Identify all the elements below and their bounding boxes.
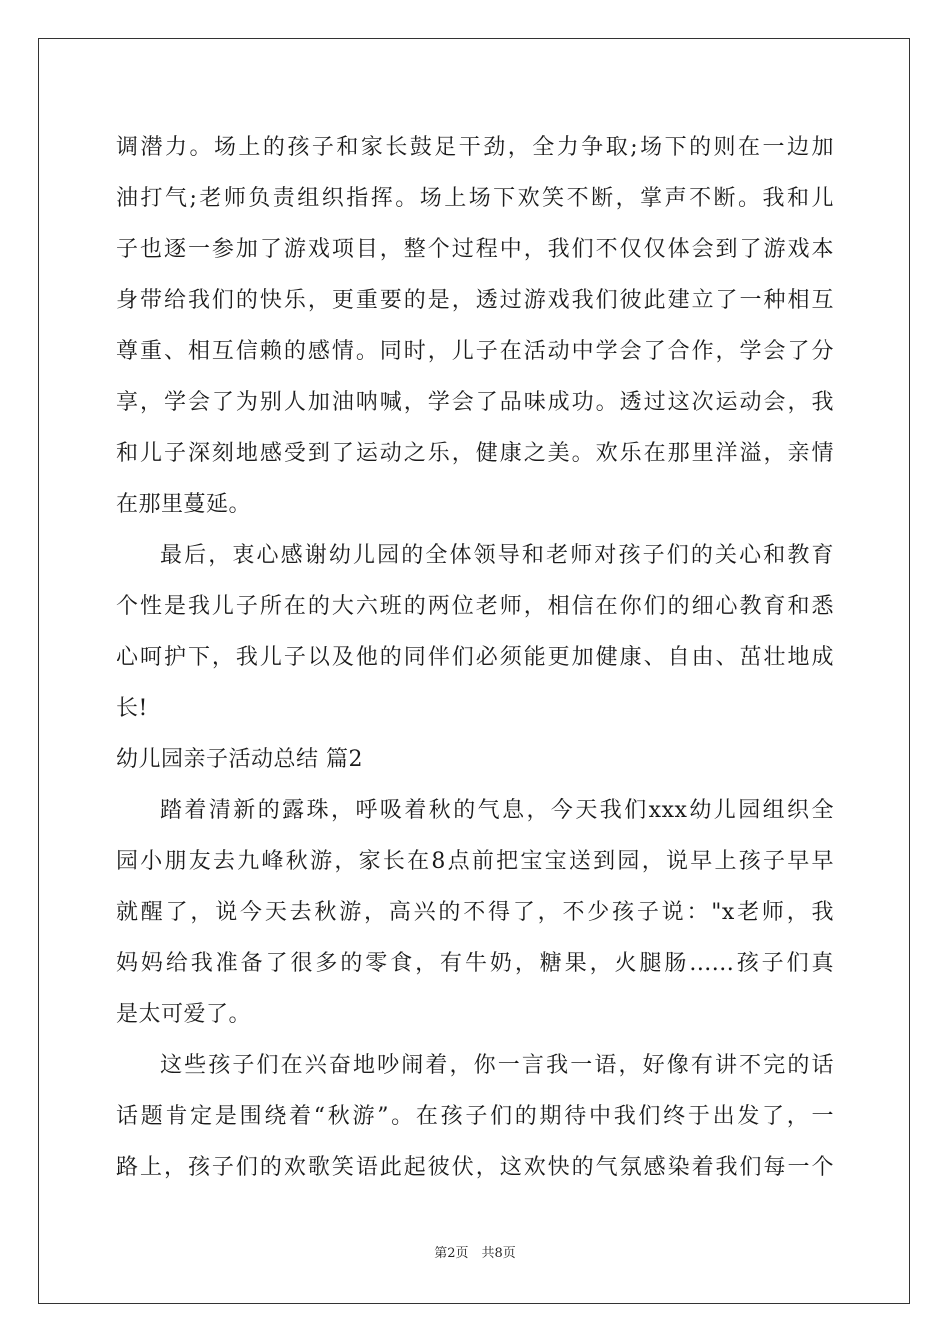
text-line: 就醒了，说今天去秋游，高兴的不得了，不少孩子说："x老师，我 (116, 900, 834, 925)
text-line: 长! (116, 696, 148, 721)
paragraph (116, 785, 834, 1040)
text-line: 妈妈给我准备了很多的零食，有牛奶，糖果，火腿肠......孩子们真 (116, 951, 834, 976)
text-line: 子也逐一参加了游戏项目，整个过程中，我们不仅仅体会到了游戏本 (116, 237, 834, 262)
paragraph (116, 530, 834, 734)
text-line: 个性是我儿子所在的大六班的两位老师，相信在你们的细心教育和悉 (116, 594, 834, 619)
text-line: 路上，孩子们的欢歌笑语此起彼伏，这欢快的气氛感染着我们每一个 (116, 1155, 834, 1180)
text-line: 最后，衷心感谢幼儿园的全体领导和老师对孩子们的关心和教育 (160, 543, 834, 568)
text-line: 和儿子深刻地感受到了运动之乐，健康之美。欢乐在那里洋溢，亲情 (116, 441, 834, 466)
text-line: 调潜力。场上的孩子和家长鼓足干劲，全力争取;场下的则在一边加 (116, 135, 834, 160)
text-line: 油打气;老师负责组织指挥。场上场下欢笑不断，掌声不断。我和儿 (116, 186, 834, 211)
section-heading: 幼儿园亲子活动总结 篇2 (116, 747, 363, 772)
text-line: 这些孩子们在兴奋地吵闹着，你一言我一语，好像有讲不完的话 (160, 1053, 834, 1078)
text-line: 是太可爱了。 (116, 1002, 252, 1027)
text-line: 园小朋友去九峰秋游，家长在8点前把宝宝送到园，说早上孩子早早 (116, 849, 834, 874)
text-line: 尊重、相互信赖的感情。同时，儿子在活动中学会了合作，学会了分 (116, 339, 834, 364)
text-line: 身带给我们的快乐，更重要的是，透过游戏我们彼此建立了一种相互 (116, 288, 834, 313)
text-line: 踏着清新的露珠，呼吸着秋的气息，今天我们xxx幼儿园组织全 (160, 798, 834, 823)
paragraph (116, 122, 834, 530)
text-line: 享，学会了为别人加油呐喊，学会了品味成功。透过这次运动会，我 (116, 390, 834, 415)
page-number-footer: 第2页 共8页 (434, 1246, 516, 1261)
text-line: 心呵护下，我儿子以及他的同伴们必须能更加健康、自由、茁壮地成 (116, 645, 834, 670)
paragraph (116, 1040, 834, 1193)
text-line: 话题肯定是围绕着“秋游”。在孩子们的期待中我们终于出发了，一 (116, 1104, 834, 1129)
document-body (116, 122, 834, 1193)
text-line: 在那里蔓延。 (116, 492, 252, 517)
